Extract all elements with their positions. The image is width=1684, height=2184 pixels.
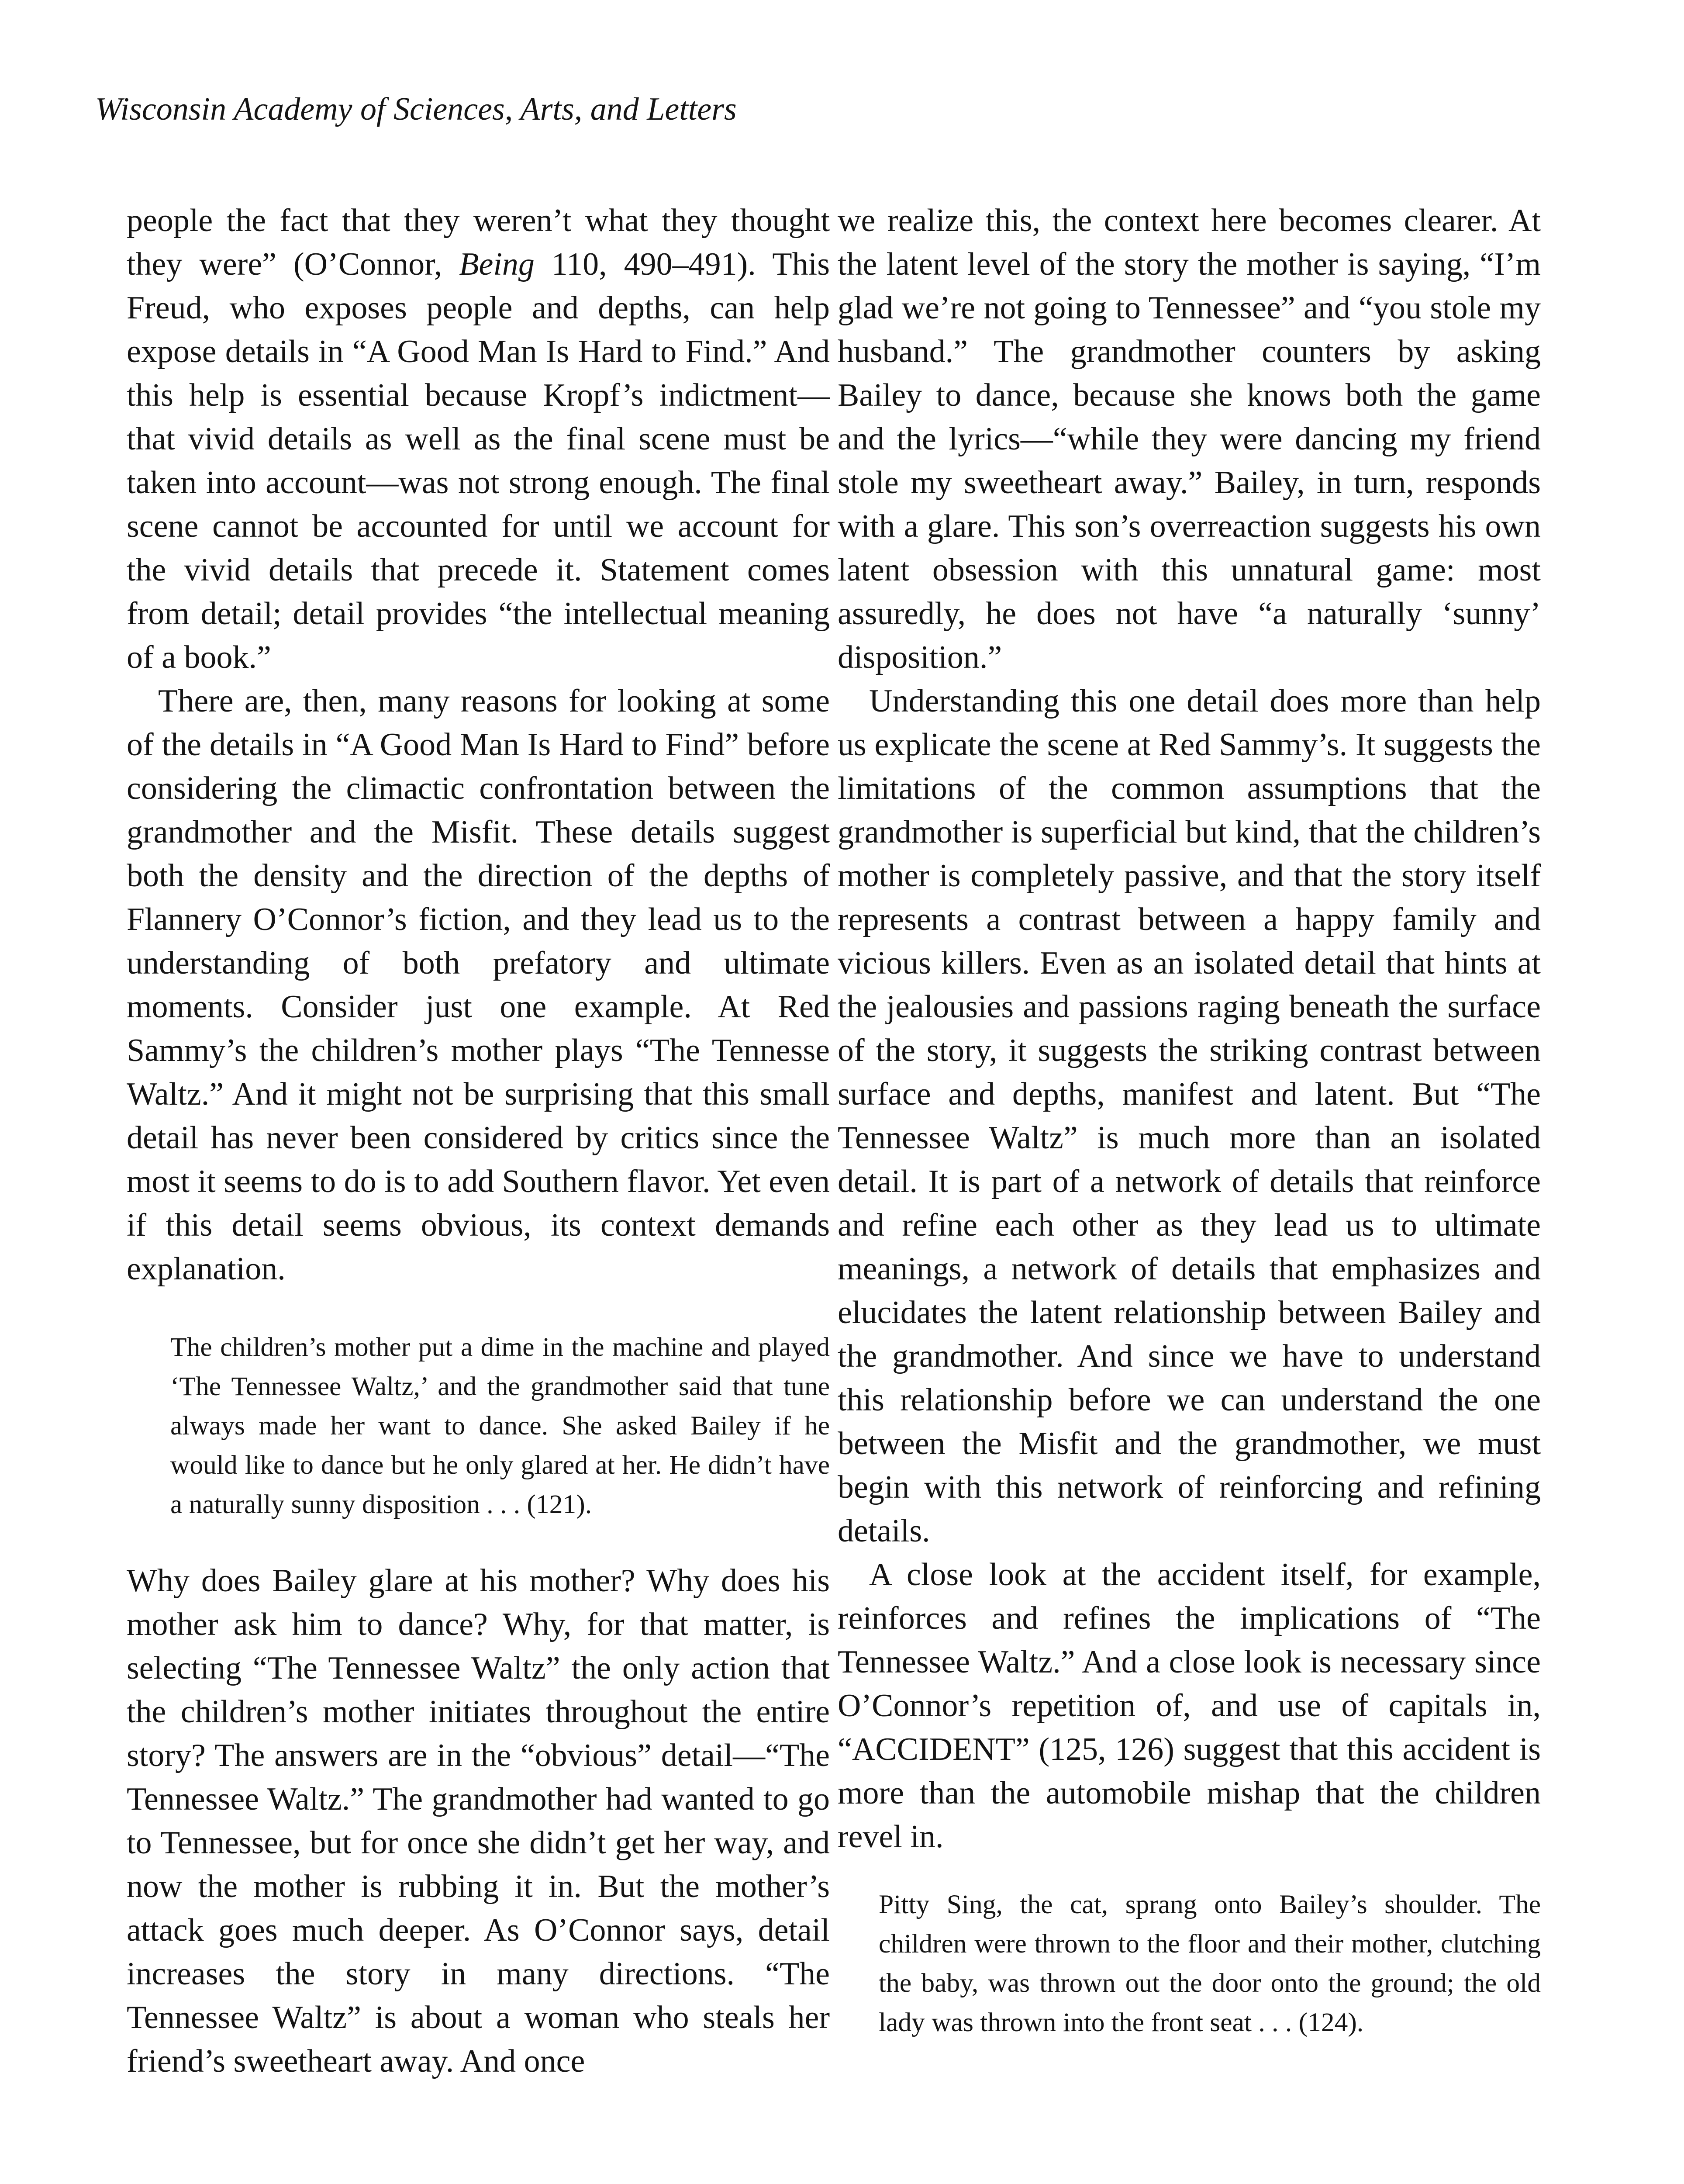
left-column [127, 199, 830, 2083]
body-paragraph: There are, then, many reasons for looking at some of the details in “A Good Man Is Hard to Find” before considering the climactic confrontation between the grandmother and the Misfit. These details suggest both the density and the direction of the depths of Flannery O’Connor’s fiction, and they lead us to the understanding of both prefatory and ultimate moments. Consider just one example. At Red Sammy’s the children’s mother plays “The Tennesse Waltz.” And it might not be surprising that this small detail has never been considered by critics since the most it seems to do is to add Southern flavor. Yet even if this detail seems obvious, its context demands explanation. [127, 683, 830, 1287]
block-quote: The children’s mother put a dime in the machine and played ‘The Tennessee Waltz,’ and the grandmother said that tune always made her want to dance. She asked Bailey if he would like to dance but he only glared at her. He didn’t have a naturally sunny disposition . . . (121). [170, 1332, 830, 1519]
body-paragraph: A close look at the accident itself, for example, reinforces and refines the implications of “The Tennessee Waltz.” And a close look is necessary since O’Connor’s repetition of, and use of capitals in, “ACCIDENT” (125, 126) suggest that this accident is more than the automobile mishap that the children revel in. [838, 1557, 1541, 1855]
body-paragraph: Understanding this one detail does more than help us explicate the scene at Red Sammy’s. It suggests the limitations of the common assumptions that the grandmother is superficial but kind, that the children’s mother is completely passive, and that the story itself represents a contrast between a happy family and vicious killers. Even as an isolated detail that hints at the jealousies and passions raging beneath the surface of the story, it suggests the striking contrast between surface and depths, manifest and latent. But “The Tennessee Waltz” is much more than an isolated detail. It is part of a network of details that reinforce and refine each other as they lead us to ultimate meanings, a network of details that emphasizes and elucidates the latent relationship between Bailey and the grandmother. And since we have to understand this relationship before we can understand the one between the Misfit and the grandmother, we must begin with this network of reinforcing and refining details. [838, 683, 1541, 1549]
body-paragraph: Why does Bailey glare at his mother? Why does his mother ask him to dance? Why, for that matter, is selecting “The Tennessee Waltz” the only action that the children’s mother initiates throughout the entire story? The answers are in the “obvious” detail—“The Tennessee Waltz.” The grandmother had wanted to go to Tennessee, but for once she didn’t get her way, and now the mother is rubbing it in. But the mother’s attack goes much deeper. As O’Connor says, detail increases the story in many directions. “The Tennessee Waltz” is about a woman who steals her friend’s sweetheart away. And once [127, 1563, 830, 2079]
right-column [838, 199, 1541, 2077]
paragraph-text: 110, 490–491). This Freud, who exposes people and depths, can help expose details in “A Good Man Is Hard to Find.” And this help is essential because Kropf’s indictment—that vivid details as well as the final scene must be taken into account—was not strong enough. The final scene cannot be accounted for until we account for the vivid details that precede it. Statement comes from detail; detail provides “the intellectual meaning of a book.” [127, 246, 830, 675]
paragraph-text: people the fact that they weren’t what they thought they were” (O’Connor, [127, 203, 830, 282]
running-head: Wisconsin Academy of Sciences, Arts, and Letters [95, 91, 737, 127]
block-quote: Pitty Sing, the cat, sprang onto Bailey’s shoulder. The children were thrown to the floor and their mother, clutching the baby, was thrown out the door onto the ground; the old lady was thrown into the front seat . . . (124). [879, 1890, 1541, 2037]
book-title: Being [459, 246, 535, 282]
body-paragraph: we realize this, the context here becomes clearer. At the latent level of the story the mother is saying, “I’m glad we’re not going to Tennessee” and “you stole my husband.” The grandmother counters by asking Bailey to dance, because she knows both the game and the lyrics—“while they were dancing my friend stole my sweetheart away.” Bailey, in turn, responds with a glare. This son’s overreaction suggests his own latent obsession with this unnatural game: most assuredly, he does not have “a naturally ‘sunny’ disposition.” [838, 203, 1541, 675]
body-paragraph [127, 199, 830, 679]
